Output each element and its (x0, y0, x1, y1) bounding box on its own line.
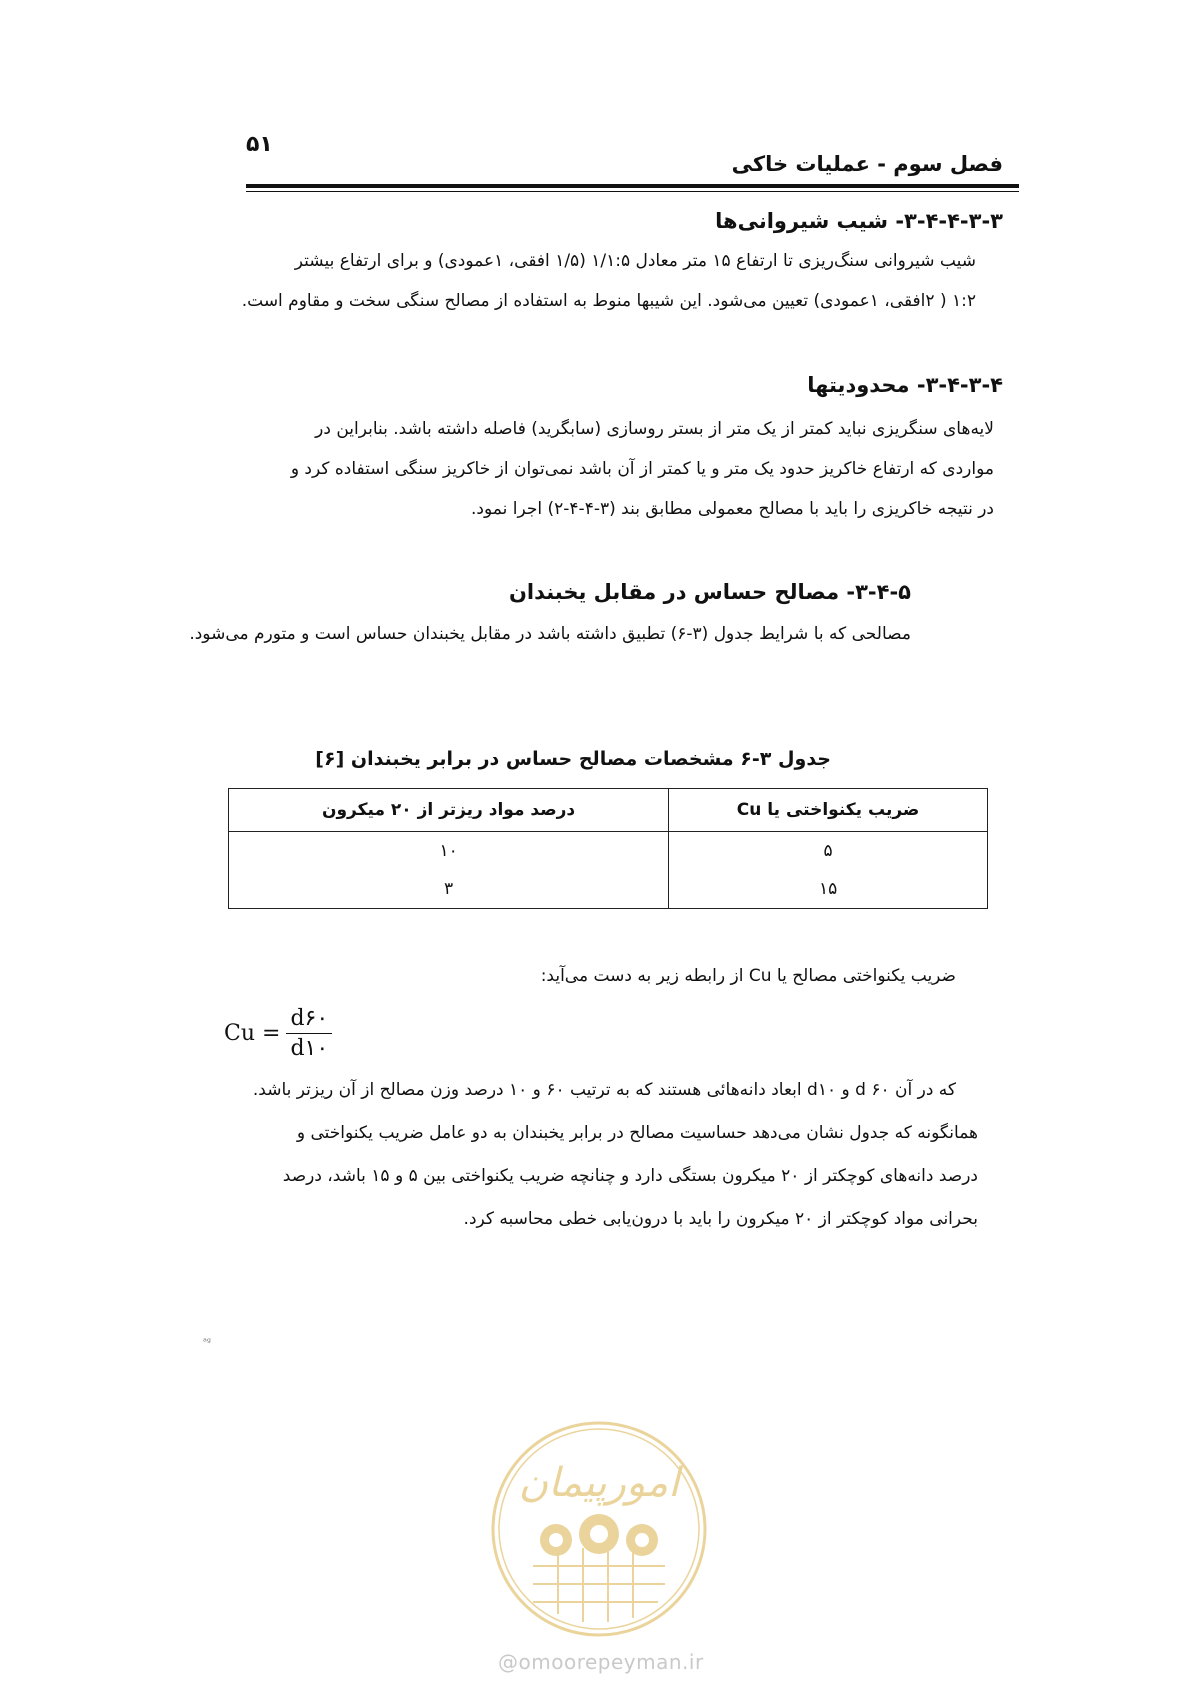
paragraph-line: که در آن d ۶۰ و d۱۰ ابعاد دانه‌هائی هستند که به ترتیب ۶۰ و ۱۰ درصد وزن مصالح از آن ریزتر باشد. (252, 1080, 956, 1100)
table-cell: ۵ (669, 832, 988, 871)
paragraph-line: مواردی که ارتفاع خاکریز حدود یک متر و یا کمتر از آن باشد نمی‌توان از خاکریز سنگی استفاده کرد و (290, 459, 994, 479)
paragraph-line: درصد دانه‌های کوچکتر از ۲۰ میکرون بستگی دارد و چنانچه ضریب یکنواختی بین ۵ و ۱۵ باشد، درصد (282, 1166, 978, 1186)
paragraph-line: در نتیجه خاکریزی را باید با مصالح معمولی مطابق بند (۳-۴-۴-۲) اجرا نمود. (471, 499, 994, 519)
paragraph-line: مصالحی که با شرایط جدول (۳-۶) تطبیق داشته باشد در مقابل یخبندان حساس است و متورم می‌شود. (189, 624, 911, 644)
paragraph-line: لایه‌های سنگریزی نباید کمتر از یک متر از بستر روسازی (سابگرید) فاصله داشته باشد. بنابراین در (315, 419, 994, 439)
stamp-text: امورپیمان (518, 1460, 680, 1506)
table-caption: جدول ۳-۶ مشخصات مصالح حساس در برابر یخبندان [۶] (315, 748, 831, 770)
table-cell: ۱۰ (229, 832, 669, 871)
paragraph-line: شیب شیروانی سنگ‌ریزی تا ارتفاع ۱۵ متر معادل ۱/۱:۵ (۱/۵ افقی، ۱عمودی) و برای ارتفاع بیشتر (294, 251, 976, 271)
formula-denominator: d۱۰ (290, 1036, 329, 1061)
header-rule-thin (246, 191, 1019, 192)
table-row (229, 870, 988, 909)
frost-criteria-table (228, 788, 988, 909)
formula-numerator: d۶۰ (286, 1006, 332, 1034)
table-header-row (229, 789, 988, 832)
paragraph-line: بحرانی مواد کوچکتر از ۲۰ میکرون را باید با درون‌یابی خطی محاسبه کرد. (463, 1209, 978, 1229)
formula-fraction (286, 1006, 332, 1061)
formula-lhs: Cu = (224, 1021, 281, 1046)
header-rule (246, 184, 1019, 188)
table-header-cell: درصد مواد ریزتر از ۲۰ میکرون (229, 789, 669, 832)
watermark-stamp-logo (488, 1418, 710, 1640)
section-heading-limitations: ۳-۴-۳-۴- محدودیتها (807, 373, 1003, 397)
section-heading-frost: ۳-۴-۵- مصالح حساس در مقابل یخبندان (508, 580, 911, 604)
paragraph-line: همانگونه که جدول نشان می‌دهد حساسیت مصالح در برابر یخبندان به دو عامل ضریب یکنواختی و (296, 1123, 978, 1143)
table-header-cell: ضریب یکنواختی یا Cu (669, 789, 988, 832)
uniformity-formula (224, 1006, 332, 1061)
table-row (229, 832, 988, 871)
table-cell: ۱۵ (669, 870, 988, 909)
paragraph-line: ۱:۲ ( ۲افقی، ۱عمودی) تعیین می‌شود. این شیبها منوط به استفاده از مصالح سنگی سخت و مقاوم است. (241, 291, 976, 311)
table-cell: ۳ (229, 870, 669, 909)
running-head: فصل سوم - عملیات خاکی (731, 152, 1003, 176)
paragraph-line: ضریب یکنواختی مصالح یا Cu از رابطه زیر به دست می‌آید: (540, 966, 956, 986)
watermark-url: @omoorepeyman.ir (498, 1650, 704, 1674)
section-heading-slopes: ۳-۴-۴-۳-۳- شیب شیروانی‌ها (715, 209, 1003, 233)
scan-mark: ᵃᵍ (203, 1337, 211, 1348)
page-number: ۵۱ (246, 132, 273, 157)
